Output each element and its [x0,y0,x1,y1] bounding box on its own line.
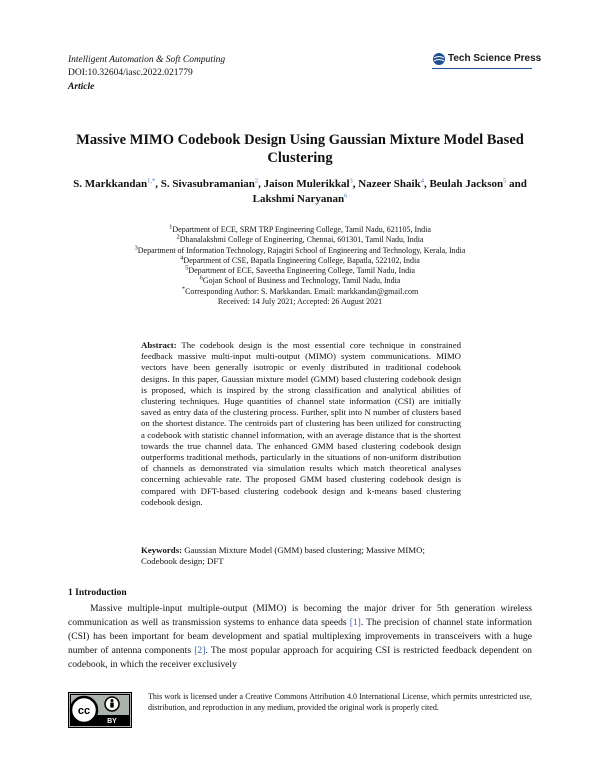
citation-link[interactable]: [1] [349,617,361,628]
affiliation: $^6$Gojan School of Business and Technology, Tamil Nadu, India [199,274,401,286]
keywords-label: Keywords: [141,545,183,555]
affiliation: $^5$Department of ECE, Saveetha Engineering College, Tamil Nadu, India [185,264,415,276]
corresponding-author: *Corresponding Author: S. Markkandan. Email: markkandan@gmail.com [181,285,419,296]
author: Lakshmi Naryanan$^6$ [252,192,348,205]
author: S. Sivasubramanian$^2$, [160,177,264,190]
globe-icon [432,52,446,66]
affiliation: $^1$Department of ECE, SRM TRP Engineering College, Tamil Nadu, 621105, India [169,223,431,234]
citation-link[interactable]: [2] [194,645,206,656]
body-paragraph: Massive multiple-input multiple-output (MIMO) is becoming the major driver for 5th generation wireless communication as well as transmission systems to enhance data speeds [1]. The precision of channel state information (CSI) has been important for beam development and spatial multiplexing improvements in transceivers with a huge number of antenna components [2]. The most popular approach for acquiring CSI is restricted feedback dependent on codebook, in which the receiver exclusively [68,603,532,670]
doi: DOI:10.32604/iasc.2022.021779 [68,68,193,78]
affiliations [70,225,530,307]
cc-by-badge[interactable] [68,692,132,728]
affiliation: $^3$Department of Information Technology, Rajagiri School of Engineering and Technology, Kerala, India [134,243,466,255]
affiliation: $^2$Dhanalakshmi College of Engineering, Chennai, 601301, Tamil Nadu, India [176,233,424,245]
by-label: BY [107,718,117,725]
paper-title: Massive MIMO Codebook Design Using Gaussian Mixture Model Based Clustering [76,132,524,166]
author: Nazeer Shaik$^4$, [358,177,430,190]
author: Jaison Mulerikkal$^3$, [263,177,359,190]
cc-by-icon [68,692,132,728]
license-text: This work is licensed under a Creative Commons Attribution 4.0 International License, which permits unrestricted use, distribution, and reproduction in any medium, provided the original work is properly cited. [148,692,532,712]
publisher-rule [432,68,532,69]
article-type: Article [68,82,95,92]
abstract [141,340,461,508]
author: S. Markkandan$^{1,*}$, [73,177,161,190]
keywords-text: Gaussian Mixture Model (GMM) based clustering; Massive MIMO; Codebook design; DFT [141,545,425,567]
section-heading: 1 Introduction [68,588,127,598]
author-list [58,177,542,207]
received-dates: Received: 14 July 2021; Accepted: 26 August 2021 [217,297,383,307]
journal-name: Intelligent Automation & Soft Computing [68,55,226,65]
affiliation: $^4$Department of CSE, Bapatla Engineering College, Bapatla, 522102, India [180,254,420,265]
author: Beulah Jackson$^5$ and [429,177,527,190]
abstract-text: The codebook design is the most essential core technique in constrained feedback massive multi-input multi-output (MIMO) system communications. MIMO vectors have been generally isotropic or evenly distributed in traditional codebook designs. In this paper, Gaussian mixture model (GMM) based clustering codebook design is proposed, which is inspired by the strong classification and analytical abilities of clustering techniques. Huge quantities of channel state information (CSI) are initially saved as entry data of the clustering process. Further, split into N number of clusters based on the shortest distance. The centroids part of clustering has been utilized for constructing a codebook with statistic channel information, with an average distance that is the shortest towards the true channel data. The enhanced GMM based clustering codebook design outperforms traditional methods, particularly in the situations of non-uniform distribution of channels as demonstrated via simulation results which match theoretical analyses concerning achievable rate. The proposed GMM based clustering codebook design is compared with DFT-based clustering codebook design and k-means based clustering codebook design. [141,340,461,507]
keywords [141,545,461,567]
publisher-name: Tech Science Press [448,53,542,64]
publisher-logo[interactable] [432,52,542,67]
abstract-label: Abstract: [141,340,177,350]
cc-label: cc [77,705,91,717]
